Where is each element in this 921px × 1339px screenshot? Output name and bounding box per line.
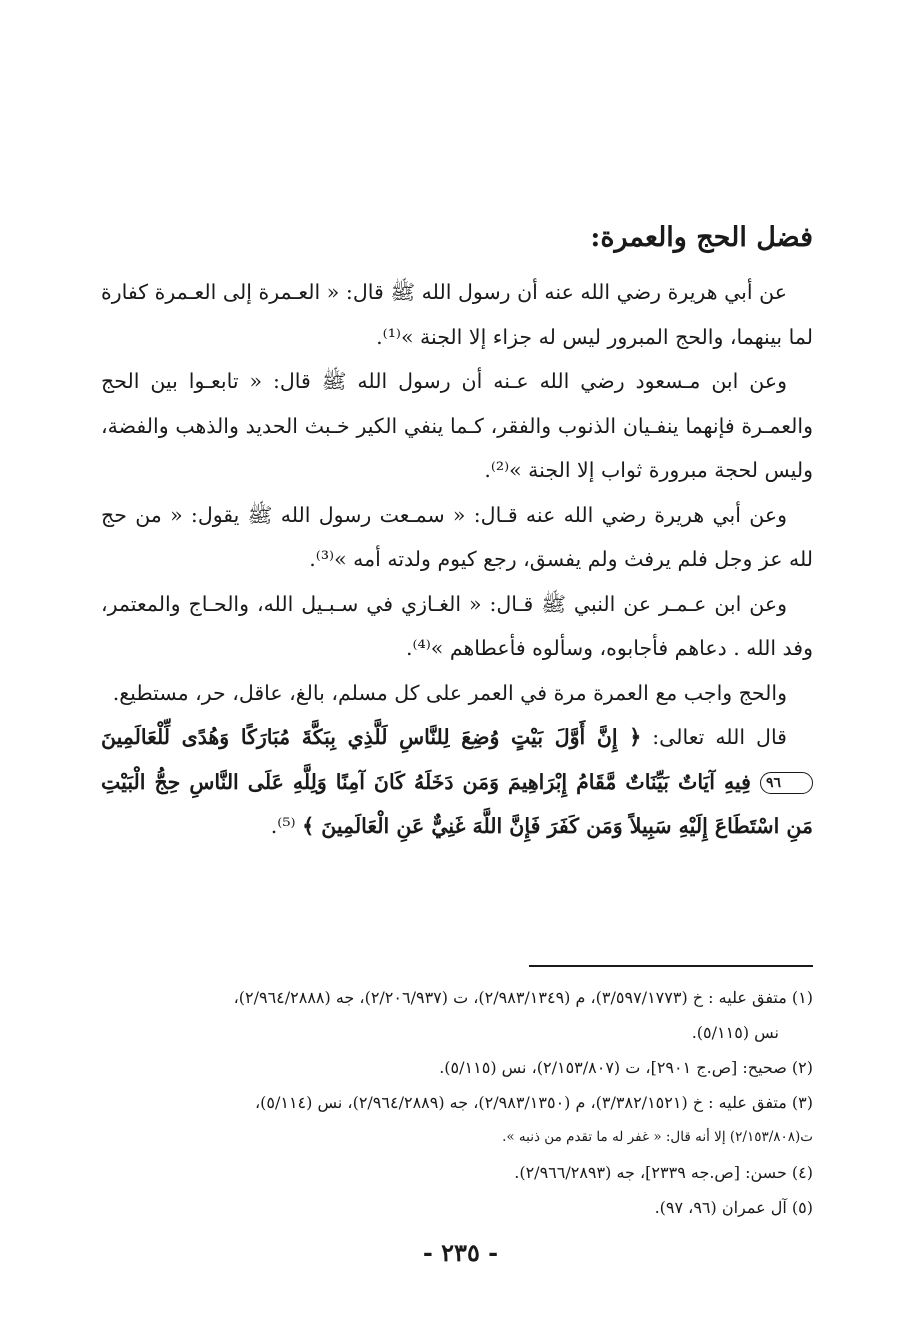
paragraph-hadith-2: وعن ابن مـسعود رضي الله عـنه أن رسول الله ﷺ قال: « تابعـوا بين الحج والعمـرة فإنهما ينفـيان الذنوب والفقر، كـما ينفي الكير خـبث الحديد والذهب والفضة، وليس لحجة مبرورة ثواب إلا الجنة »⁽²⁾.	[101, 369, 813, 482]
section-heading: فضل الحج والعمرة:	[590, 222, 813, 253]
paragraph-verse	[101, 715, 813, 849]
footnote-1-continuation: نس (٥/١١٥).	[691, 1023, 779, 1042]
footnote-5: (٥) آل عمران (٩٦، ٩٧).	[654, 1198, 813, 1217]
footnote-1: (١) متفق عليه : خ (٣/٥٩٧/١٧٧٣)، م (٢/٩٨٣/١٣٤٩)، ت (٢/٢٠٦/٩٣٧)، جه (٢/٩٦٤/٢٨٨٨)،	[233, 988, 813, 1007]
footnote-3-continuation: ت(٢/١٥٣/٨٠٨) إلا أنه قال: « غفر له ما تقدم من ذنبه ».	[502, 1129, 813, 1145]
paragraph-hadith-3: وعن أبي هريرة رضي الله عنه قـال: « سمـعت رسول الله ﷺ يقول: « من حج لله عز وجل فلم يرفث ولم يفسق، رجع كيوم ولدته أمه »⁽³⁾.	[101, 502, 813, 571]
paragraph-hadith-4: وعن ابن عـمـر عن النبي ﷺ قـال: « الغـازي في سـبـيل الله، والحـاج والمعتمر، وفد الله . دعاهم فأجابوه، وسألوه فأعطاهم »⁽⁴⁾.	[101, 591, 813, 660]
verse-intro: قال الله تعالى:	[641, 725, 787, 749]
footnote-4: (٤) حسن: [ص.جه ٢٣٣٩]، جه (٢/٩٦٦/٢٨٩٣).	[514, 1163, 813, 1182]
verse-footnote-ref: ⁽⁵⁾.	[270, 814, 303, 838]
footnote-3: (٣) متفق عليه : خ (٣/٣٨٢/١٥٢١)، م (٢/٩٨٣/١٣٥٠)، جه (٢/٩٦٤/٢٨٨٩)، نس (٥/١١٤)،	[254, 1093, 813, 1112]
body-text	[101, 270, 813, 849]
paragraph-hadith-1: عن أبي هريرة رضي الله عنه أن رسول الله ﷺ قال: « العـمرة إلى العـمرة كفارة لما بينهما، والحج المبرور ليس له جزاء إلا الجنة »⁽¹⁾.	[101, 280, 813, 349]
quran-verse-part-1: ﴿ إِنَّ أَوَّلَ بَيْتٍ وُضِعَ لِلنَّاسِ لَلَّذِي بِبَكَّةَ مُبَارَكًا وَهُدًى لِّلْعَالَمِينَ	[101, 725, 642, 749]
quran-verse-part-2: فِيهِ آيَاتٌ بَيِّنَاتٌ مَّقَامُ إِبْرَاهِيمَ وَمَن دَخَلَهُ كَانَ آمِنًا وَلِلَّهِ عَلَى النَّاسِ حِجُّ الْبَيْتِ مَنِ اسْتَطَاعَ إِلَيْهِ سَبِيلاً وَمَن كَفَرَ فَإِنَّ اللَّهَ غَنِيٌّ عَنِ الْعَالَمِينَ ﴾	[101, 769, 813, 838]
footnotes	[101, 980, 813, 1225]
footnote-separator	[529, 965, 813, 967]
page-number: - ٢٣٥ -	[422, 1238, 499, 1267]
ayah-number-marker: ٩٦	[760, 772, 813, 794]
footnote-2: (٢) صحيح: [ص.ج ٢٩٠١]، ت (٢/١٥٣/٨٠٧)، نس (٥/١١٥).	[439, 1058, 813, 1077]
paragraph-obligation: والحج واجب مع العمرة مرة في العمر على كل مسلم، بالغ، عاقل، حر، مستطيع.	[112, 680, 787, 705]
